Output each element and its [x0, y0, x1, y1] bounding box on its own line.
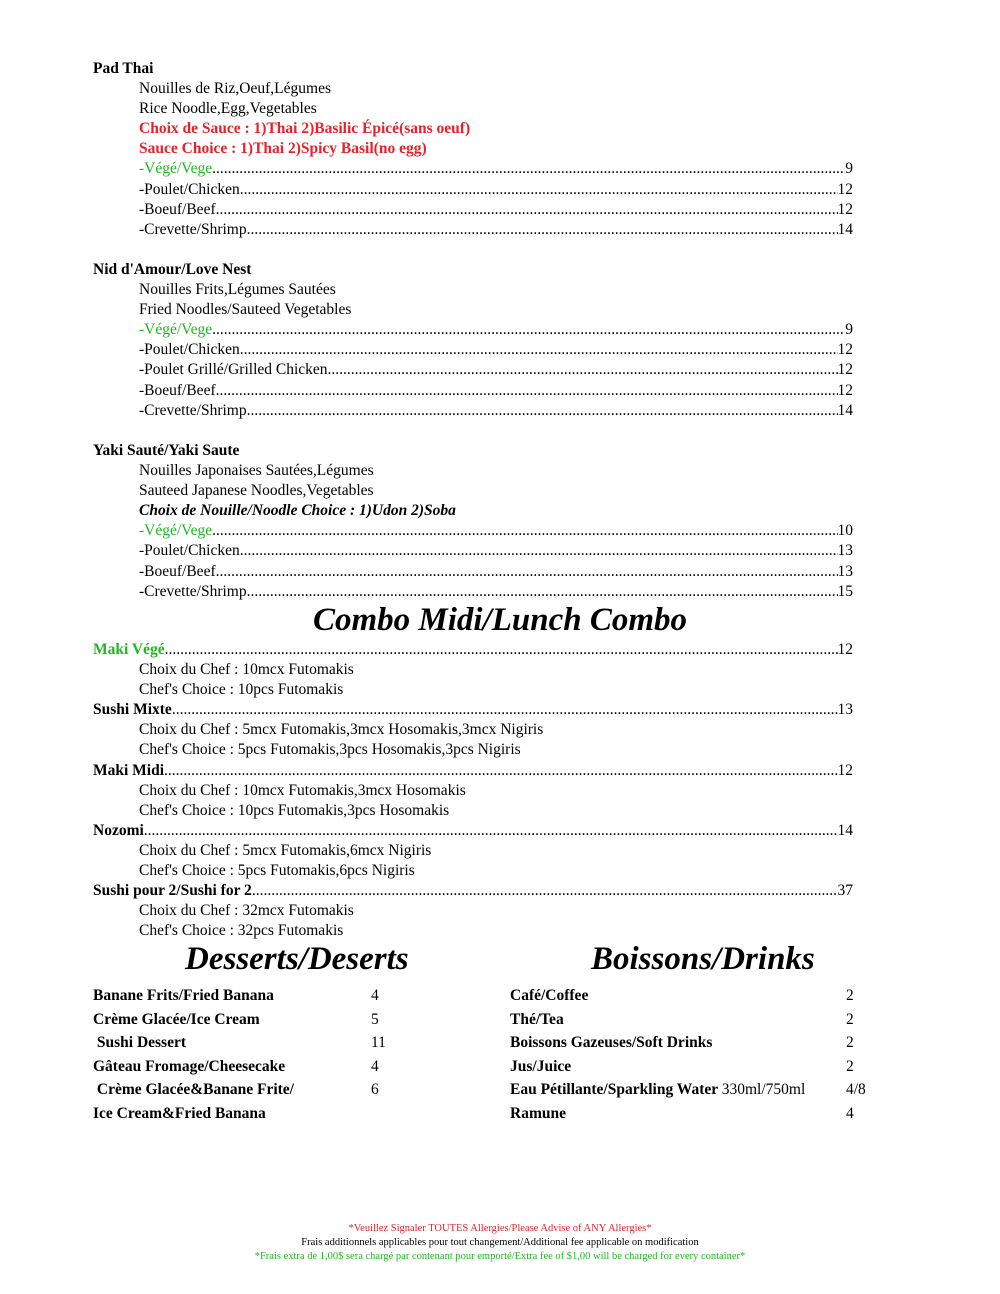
option-price: 9 — [845, 160, 853, 178]
option-label: -Végé/Vege — [139, 522, 213, 540]
option-label: -Poulet Grillé/Grilled Chicken — [139, 361, 328, 379]
menu-option — [93, 340, 853, 360]
drink-row — [510, 1055, 880, 1079]
combo-desc-fr: Choix du Chef : 32mcx Futomakis — [139, 902, 354, 920]
pad-thai-sauce-fr: Choix de Sauce : 1)Thai 2)Basilic Épicé(sans oeuf) — [139, 120, 471, 138]
dessert-row — [93, 1008, 413, 1032]
option-label: -Boeuf/Beef — [139, 381, 216, 399]
option-label: -Crevette/Shrimp — [139, 582, 247, 600]
combo-price: 12 — [837, 761, 853, 779]
option-price: 12 — [837, 341, 853, 359]
menu-option — [93, 582, 853, 602]
combo-name: Maki Végé — [93, 641, 165, 658]
dessert-name: Gâteau Fromage/Cheesecake — [93, 1057, 286, 1075]
love-nest-desc-en: Fried Noodles/Sauteed Vegetables — [139, 301, 352, 319]
combo-item — [93, 640, 853, 660]
combo-name: Sushi Mixte — [93, 701, 172, 719]
combo-item — [93, 761, 853, 781]
option-label: -Végé/Vege — [139, 321, 213, 339]
dessert-price: 4 — [371, 1057, 379, 1075]
option-price: 12 — [837, 381, 853, 399]
combo-heading: Combo Midi/Lunch Combo — [312, 602, 688, 638]
desserts-list — [93, 984, 413, 1126]
option-label: -Crevette/Shrimp — [139, 220, 247, 238]
option-price: 12 — [837, 200, 853, 218]
option-label: -Poulet/Chicken — [139, 341, 240, 359]
combo-desc-en: Chef's Choice : 10pcs Futomakis,3pcs Hosomakis — [139, 801, 450, 819]
dessert-name: Crème Glacée&Banane Frite/ — [93, 1081, 294, 1099]
pad-thai-title: Pad Thai — [93, 60, 154, 77]
allergy-notice: *Veuillez Signaler TOUTES Allergies/Please Advise of ANY Allergies* — [348, 1223, 652, 1234]
menu-option — [93, 521, 853, 541]
drink-row — [510, 1078, 880, 1102]
yaki-desc-en: Sauteed Japanese Noodles,Vegetables — [139, 482, 374, 500]
love-nest-section — [93, 260, 853, 421]
menu-option — [93, 562, 853, 582]
combo-desc-fr: Choix du Chef : 5mcx Futomakis,6mcx Nigiris — [139, 841, 432, 859]
combo-desc-fr: Choix du Chef : 10mcx Futomakis — [139, 661, 354, 679]
dessert-price: 5 — [371, 1010, 379, 1028]
combo-desc-en: Chef's Choice : 5pcs Futomakis,6pcs Nigiris — [139, 862, 415, 880]
combo-price: 37 — [837, 882, 853, 900]
option-price: 12 — [837, 361, 853, 379]
love-nest-desc-fr: Nouilles Frits,Légumes Sautées — [139, 281, 336, 299]
drink-price: 2 — [846, 1034, 854, 1052]
dessert-row — [93, 984, 413, 1008]
dessert-row — [93, 1102, 413, 1126]
drink-row — [510, 1102, 880, 1126]
combo-name: Nozomi — [93, 821, 144, 839]
option-price: 12 — [837, 180, 853, 198]
option-price: 13 — [837, 562, 853, 580]
desserts-heading: Desserts/Deserts — [185, 941, 409, 977]
drink-name — [510, 1031, 712, 1055]
drink-name — [510, 1078, 805, 1102]
combo-name: Sushi pour 2/Sushi for 2 — [93, 882, 252, 900]
modification-notice: Frais additionnels applicables pour tout changement/Additional fee applicable on modification — [301, 1237, 699, 1248]
option-label: -Végé/Vege — [139, 160, 213, 178]
yaki-title: Yaki Sauté/Yaki Saute — [93, 442, 240, 459]
dessert-row — [93, 1055, 413, 1079]
option-label: -Boeuf/Beef — [139, 200, 216, 218]
drink-name — [510, 1008, 564, 1032]
dessert-price: 6 — [371, 1081, 379, 1099]
drink-row — [510, 1008, 880, 1032]
drink-name — [510, 984, 588, 1008]
combo-name: Maki Midi — [93, 761, 165, 779]
menu-option — [93, 180, 853, 200]
combo-desc-en: Chef's Choice : 32pcs Futomakis — [139, 922, 344, 940]
combo-price: 14 — [837, 821, 853, 839]
option-price: 15 — [837, 582, 853, 600]
dessert-name: Ice Cream&Fried Banana — [93, 1104, 266, 1122]
combo-section — [93, 640, 853, 941]
option-label: -Crevette/Shrimp — [139, 401, 247, 419]
yaki-section — [93, 441, 853, 602]
drinks-list — [510, 984, 880, 1126]
menu-option — [93, 320, 853, 340]
option-price: 13 — [837, 542, 853, 560]
menu-option — [93, 401, 853, 421]
drink-label: Boissons Gazeuses/Soft Drinks — [510, 1034, 713, 1052]
dessert-row — [93, 1078, 413, 1102]
option-label: -Boeuf/Beef — [139, 562, 216, 580]
dessert-name: Banane Frits/Fried Banana — [93, 987, 274, 1004]
drink-name — [510, 1055, 571, 1079]
pad-thai-desc-en: Rice Noodle,Egg,Vegetables — [139, 100, 317, 118]
pad-thai-section — [93, 59, 853, 240]
dessert-name: Crème Glacée/Ice Cream — [93, 1010, 260, 1028]
combo-item — [93, 821, 853, 841]
container-fee-notice: *Frais extra de 1,00$ sera chargé par contenant pour emporté/Extra fee of $1,00 will be charged for every container* — [254, 1251, 746, 1262]
yaki-noodle-choice: Choix de Nouille/Noodle Choice : 1)Udon 2)Soba — [139, 502, 456, 520]
option-price: 14 — [837, 220, 853, 238]
menu-option — [93, 220, 853, 240]
drink-label: Ramune — [510, 1104, 566, 1122]
drink-row — [510, 1031, 880, 1055]
drink-size: 330ml/750ml — [721, 1081, 806, 1099]
drink-row — [510, 984, 880, 1008]
drink-price: 4 — [846, 1104, 854, 1122]
drink-price: 2 — [846, 1010, 854, 1028]
menu-option — [93, 541, 853, 561]
dessert-row — [93, 1031, 413, 1055]
menu-option — [93, 381, 853, 401]
option-price: 9 — [845, 321, 853, 339]
pad-thai-sauce-en: Sauce Choice : 1)Thai 2)Spicy Basil(no egg) — [139, 140, 427, 158]
option-price: 10 — [837, 522, 853, 540]
menu-option — [93, 200, 853, 220]
option-price: 14 — [837, 401, 853, 419]
drinks-heading: Boissons/Drinks — [591, 941, 815, 977]
combo-desc-en: Chef's Choice : 5pcs Futomakis,3pcs Hosomakis,3pcs Nigiris — [139, 741, 521, 759]
combo-desc-fr: Choix du Chef : 5mcx Futomakis,3mcx Hosomakis,3mcx Nigiris — [139, 721, 544, 739]
yaki-desc-fr: Nouilles Japonaises Sautées,Légumes — [139, 462, 374, 480]
menu-option — [93, 159, 853, 179]
option-label: -Poulet/Chicken — [139, 180, 240, 198]
option-label: -Poulet/Chicken — [139, 542, 240, 560]
drink-price: 2 — [846, 987, 854, 1004]
pad-thai-desc-fr: Nouilles de Riz,Oeuf,Légumes — [139, 80, 331, 98]
drink-label: Café/Coffee — [510, 987, 589, 1004]
combo-item — [93, 700, 853, 720]
drink-label: Jus/Juice — [510, 1057, 572, 1075]
combo-item — [93, 881, 853, 901]
combo-price: 12 — [837, 641, 853, 658]
drink-label: Thé/Tea — [510, 1010, 564, 1028]
drink-price: 4/8 — [846, 1081, 866, 1099]
combo-price: 13 — [837, 701, 853, 719]
drink-name — [510, 1102, 566, 1126]
menu-option — [93, 360, 853, 380]
footer-notes — [0, 1222, 1000, 1264]
combo-desc-fr: Choix du Chef : 10mcx Futomakis,3mcx Hosomakis — [139, 781, 466, 799]
love-nest-title: Nid d'Amour/Love Nest — [93, 261, 252, 278]
dessert-price: 4 — [371, 987, 379, 1004]
dessert-name: Sushi Dessert — [93, 1034, 187, 1052]
drink-label: Eau Pétillante/Sparkling Water — [510, 1081, 718, 1099]
dessert-price: 11 — [371, 1034, 386, 1052]
combo-desc-en: Chef's Choice : 10pcs Futomakis — [139, 681, 344, 699]
drink-price: 2 — [846, 1057, 854, 1075]
